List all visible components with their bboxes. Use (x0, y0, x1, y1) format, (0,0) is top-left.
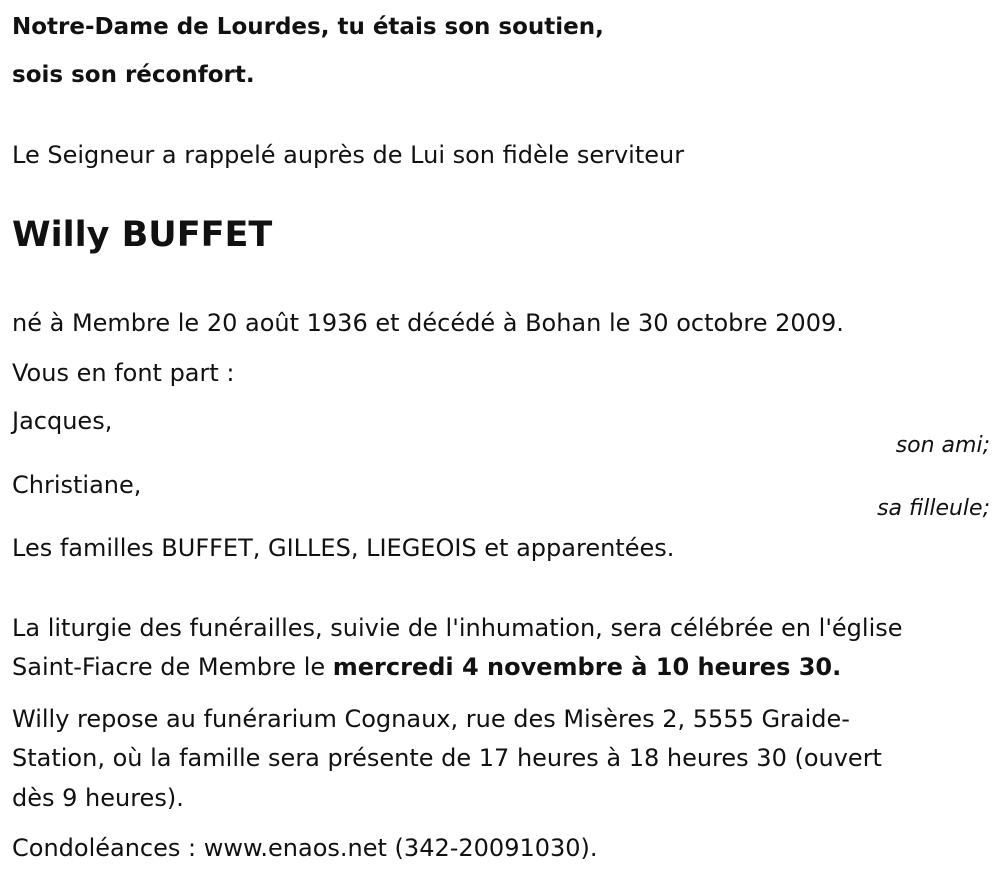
relative-name-2: Christiane, (12, 471, 142, 499)
prayer-line-1: Notre-Dame de Lourdes, tu étais son soutien, (12, 14, 604, 40)
relative-name-1: Jacques, (12, 407, 113, 435)
birth-death-text: né à Membre le 20 août 1936 et décédé à Bohan le 30 octobre 2009. (12, 309, 844, 337)
prayer-line-2: sois son réconfort. (12, 62, 255, 88)
funeral-date: mercredi 4 novembre à 10 heures 30. (332, 653, 842, 681)
repose-line-3: dès 9 heures). (12, 784, 184, 812)
deceased-name: Willy BUFFET (12, 215, 273, 255)
repose-line-2: Station, où la famille sera présente de 17 heures à 18 heures 30 (ouvert (12, 744, 882, 772)
condolences-text: Condoléances : www.enaos.net (342-20091030). (12, 834, 598, 862)
liturgy-line-2-prefix: Saint-Fiacre de Membre le (12, 653, 333, 681)
liturgy-line-1: La liturgie des funérailles, suivie de l'inhumation, sera célébrée en l'église (12, 614, 903, 642)
families-text: Les familles BUFFET, GILLES, LIEGEOIS et apparentées. (12, 534, 675, 562)
relative-relation-1: son ami; (895, 433, 990, 458)
announce-text: Vous en font part : (12, 359, 235, 387)
liturgy-line-2 (12, 652, 841, 682)
relative-relation-2: sa filleule; (877, 496, 990, 521)
intro-text: Le Seigneur a rappelé auprès de Lui son fidèle serviteur (12, 141, 685, 169)
repose-line-1: Willy repose au funérarium Cognaux, rue des Misères 2, 5555 Graide- (12, 705, 850, 733)
